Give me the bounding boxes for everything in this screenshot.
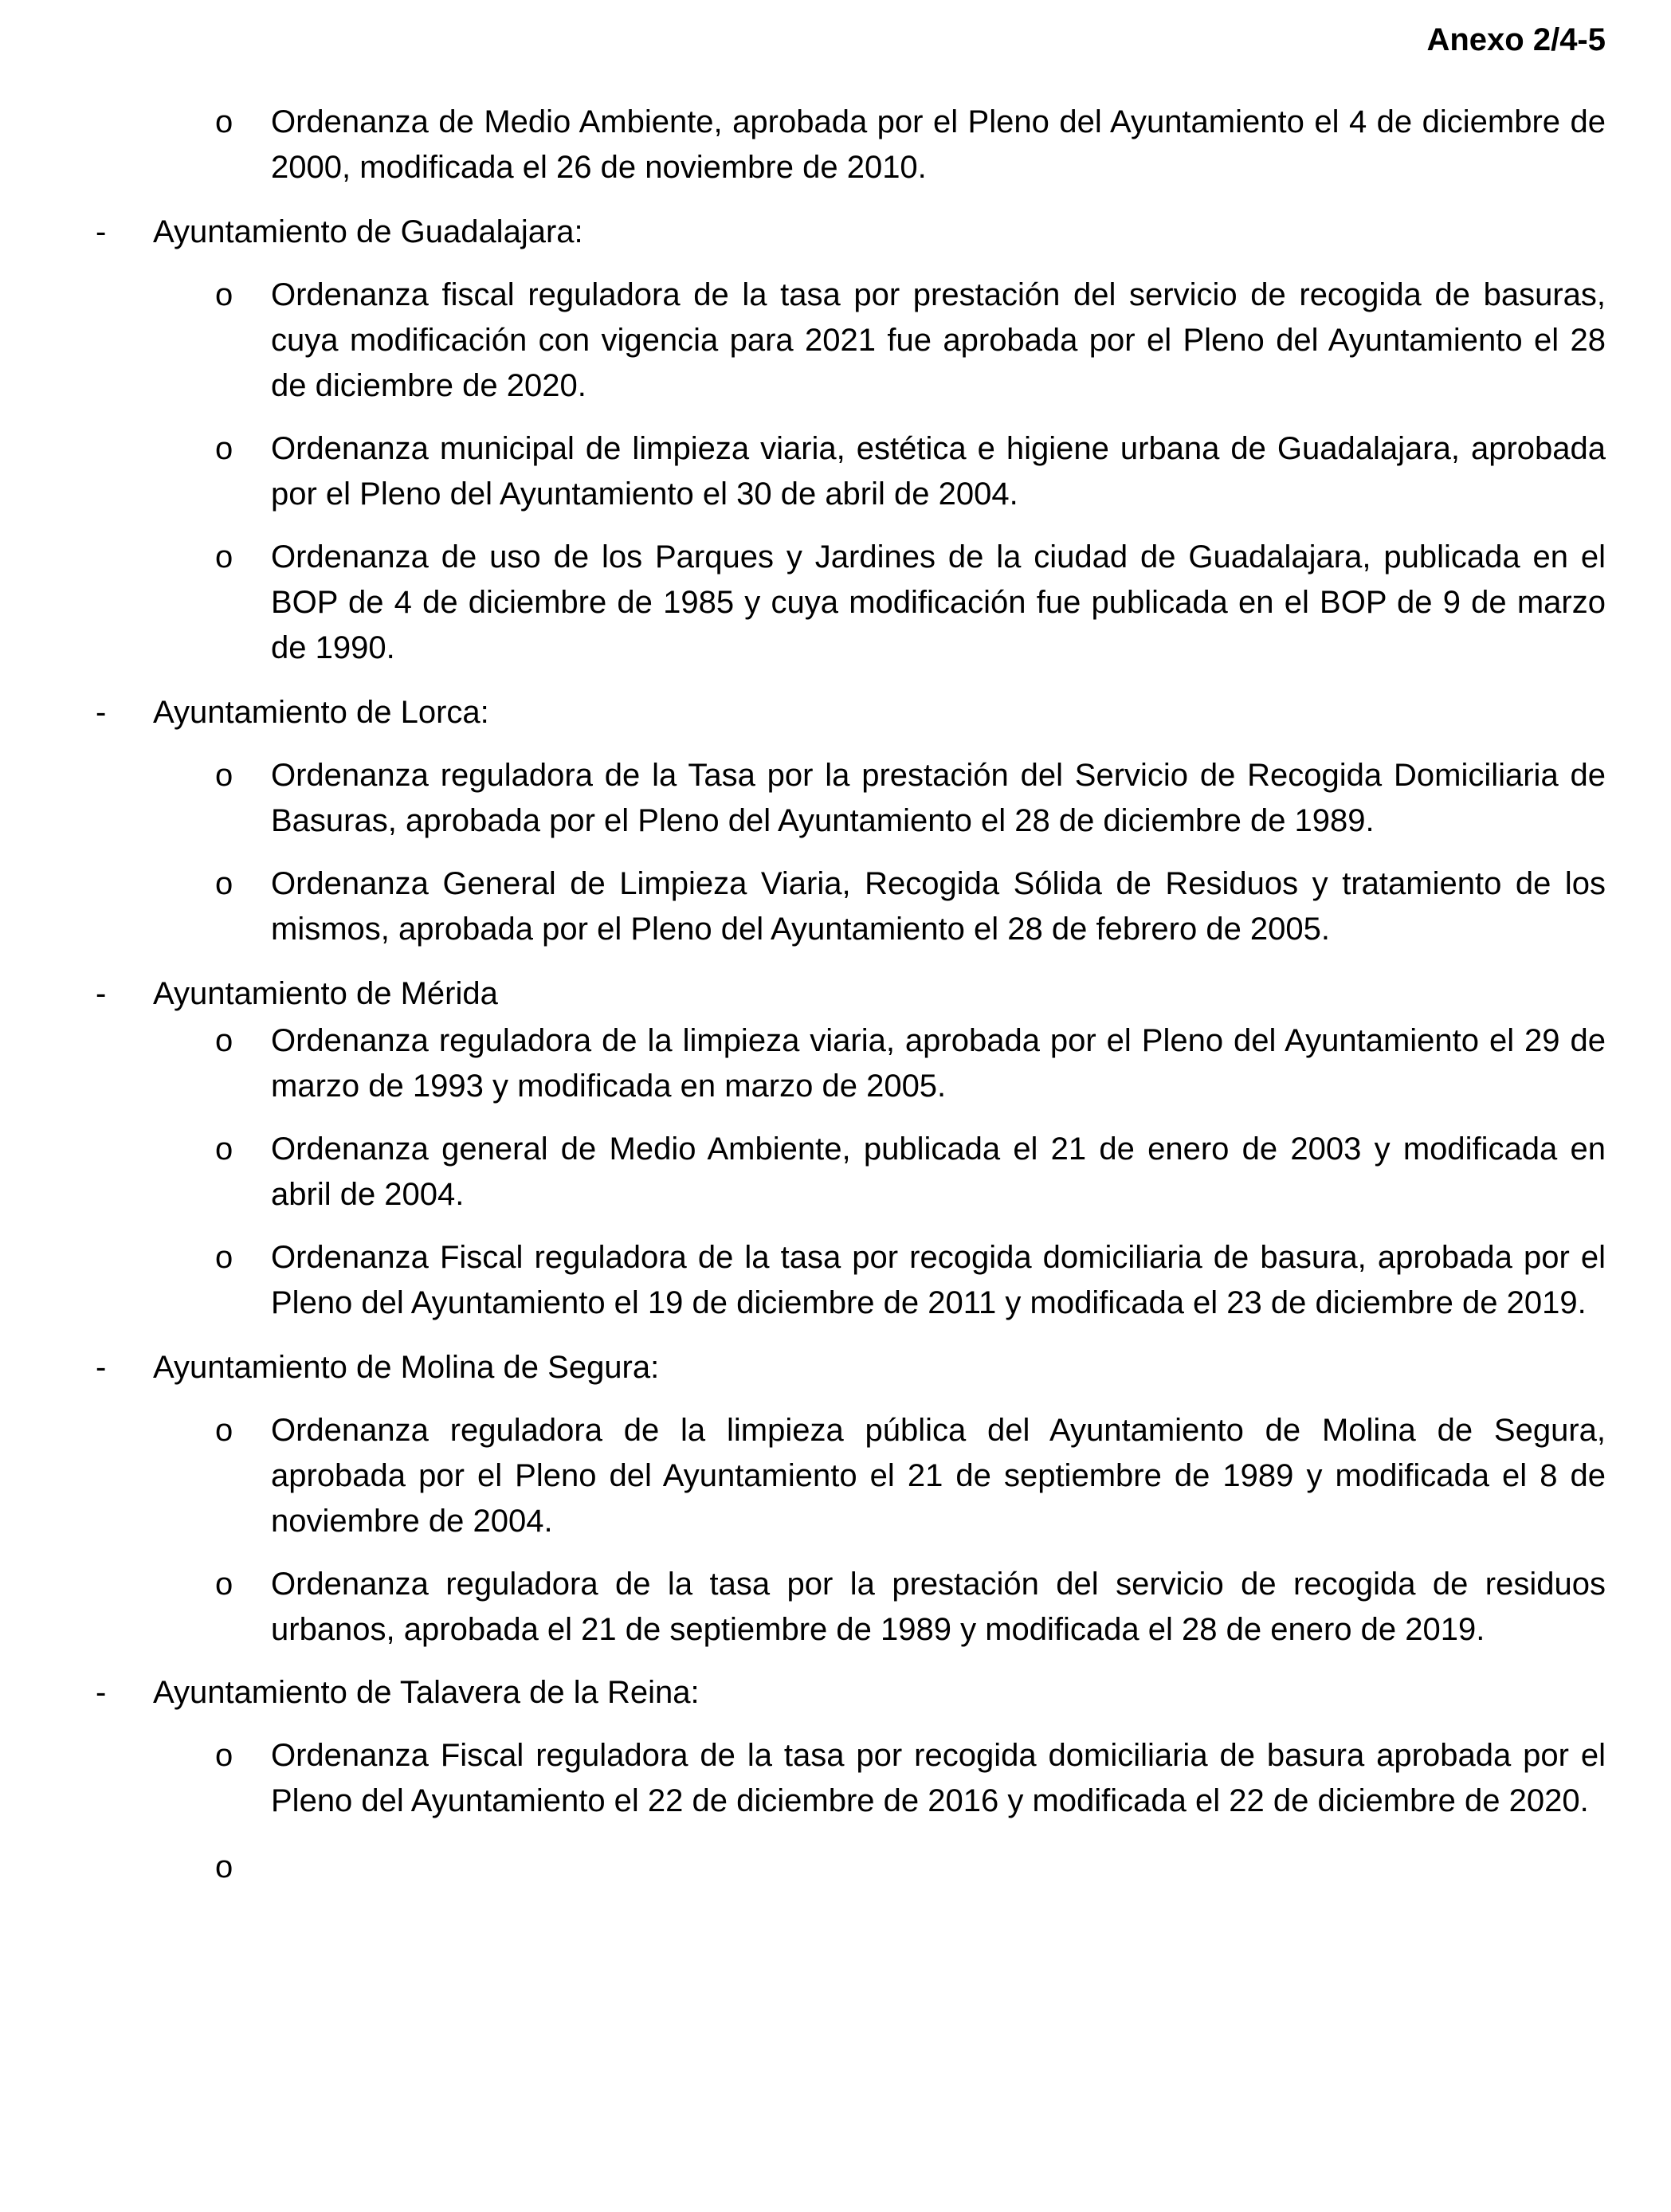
list-item [0,273,1671,409]
bullet-marker: o [215,866,233,901]
list-item-text: Ordenanza reguladora de la tasa por la prestación del servicio de recogida de residuos urbanos, aprobada el 21 de septiembre de 1989 y modificada el 28 de enero de 2019. [271,1567,1606,1647]
municipality-title: Ayuntamiento de Molina de Segura: [153,1350,660,1385]
document-body [0,100,1671,1890]
list-item [0,1408,1671,1544]
bullet-marker: o [215,539,233,575]
bullet-marker: o [215,1567,233,1602]
municipality-title: Ayuntamiento de Mérida [153,976,498,1011]
list-item-text: Ordenanza Fiscal reguladora de la tasa por recogida domiciliaria de basura aprobada por el Pleno del Ayuntamiento el 22 de diciembre de 2016 y modificada el 22 de diciembre de 2020. [271,1738,1606,1818]
bullet-marker: o [215,431,233,466]
bullet-marker: o [215,1413,233,1448]
list-item [0,426,1671,517]
list-item [0,1562,1671,1653]
list-item-text: Ordenanza reguladora de la limpieza pública del Ayuntamiento de Molina de Segura, aprobada por el Pleno del Ayuntamiento el 21 de septiembre de 1989 y modificada el 8 de noviembre de 2004. [271,1413,1606,1539]
list-item-text: Ordenanza municipal de limpieza viaria, estética e higiene urbana de Guadalajara, aprobada por el Pleno del Ayuntamiento el 30 de abril de 2004. [271,431,1606,512]
list-item [0,100,1671,190]
bullet-marker: o [215,758,233,793]
list-item [0,861,1671,952]
municipality-title: Ayuntamiento de Lorca: [153,695,489,730]
list-item-text: Ordenanza General de Limpieza Viaria, Recogida Sólida de Residuos y tratamiento de los mismos, aprobada por el Pleno del Ayuntamiento el 28 de febrero de 2005. [271,866,1606,947]
municipality-section-lorca [0,690,1671,952]
annex-label: Anexo 2/4-5 [1426,22,1606,57]
dash-marker: - [96,1350,107,1385]
municipality-title: Ayuntamiento de Talavera de la Reina: [153,1675,700,1710]
municipality-section-merida [0,971,1671,1326]
list-item [0,535,1671,671]
dash-marker: - [96,695,107,730]
bullet-marker: o [215,1131,233,1167]
municipality-title: Ayuntamiento de Guadalajara: [153,214,583,249]
list-item-text: Ordenanza fiscal reguladora de la tasa por prestación del servicio de recogida de basuras, cuya modificación con vigencia para 2021 fue aprobada por el Pleno del Ayuntamiento el 28 de diciembre de 2020. [271,277,1606,403]
list-item [0,753,1671,844]
dash-marker: - [96,1675,107,1710]
dash-marker: - [96,214,107,249]
municipality-heading [0,1670,1671,1716]
list-item [0,1235,1671,1326]
municipality-section-molina-de-segura [0,1345,1671,1653]
bullet-marker: o [215,1849,233,1885]
municipality-heading [0,690,1671,735]
list-item-text: Ordenanza de uso de los Parques y Jardines de la ciudad de Guadalajara, publicada en el BOP de 4 de diciembre de 1985 y cuya modificación fue publicada en el BOP de 9 de marzo de 1990. [271,539,1606,665]
list-item-text: Ordenanza Fiscal reguladora de la tasa por recogida domiciliaria de basura, aprobada por el Pleno del Ayuntamiento el 19 de diciembre de 2011 y modificada el 23 de diciembre de 2019. [271,1240,1606,1320]
list-item [0,1018,1671,1109]
empty-list-item [0,1845,1671,1890]
list-item-text: Ordenanza reguladora de la limpieza viaria, aprobada por el Pleno del Ayuntamiento el 29 de marzo de 1993 y modificada en marzo de 2005. [271,1023,1606,1104]
municipality-heading [0,971,1671,1017]
bullet-marker: o [215,104,233,139]
bullet-marker: o [215,1738,233,1773]
bullet-marker: o [215,1240,233,1275]
list-item-text: Ordenanza reguladora de la Tasa por la prestación del Servicio de Recogida Domiciliaria de Basuras, aprobada por el Pleno del Ayuntamiento el 28 de diciembre de 1989. [271,758,1606,838]
list-item-text: Ordenanza general de Medio Ambiente, publicada el 21 de enero de 2003 y modificada en abril de 2004. [271,1131,1606,1212]
list-item-text: Ordenanza de Medio Ambiente, aprobada por el Pleno del Ayuntamiento el 4 de diciembre de 2000, modificada el 26 de noviembre de 2010. [271,104,1606,185]
municipality-heading [0,1345,1671,1390]
bullet-marker: o [215,1023,233,1058]
list-item [0,1127,1671,1218]
list-item [0,1733,1671,1824]
municipality-heading [0,210,1671,255]
bullet-marker: o [215,277,233,312]
dash-marker: - [96,976,107,1011]
municipality-section-guadalajara [0,210,1671,671]
municipality-section-talavera-de-la-reina [0,1670,1671,1890]
